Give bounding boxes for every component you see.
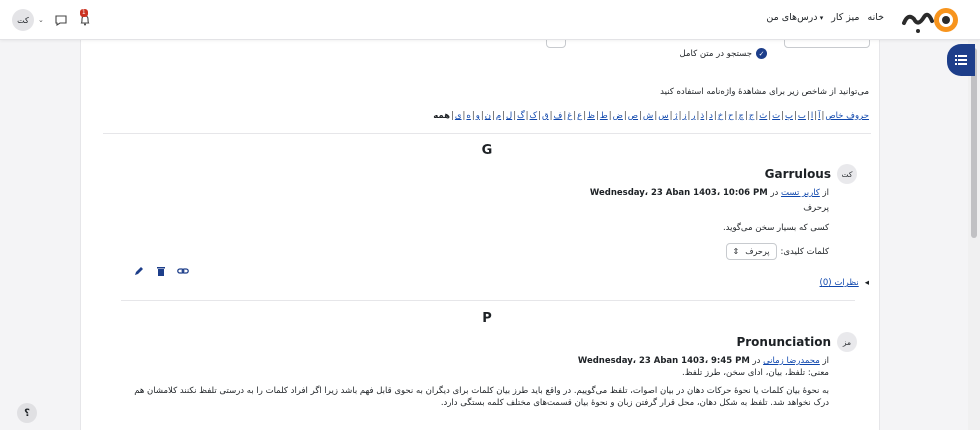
letter-link[interactable]: ن — [484, 111, 491, 121]
letter-link[interactable]: ا — [810, 111, 814, 121]
letter-link[interactable]: غ — [567, 111, 573, 121]
entry-definition: کسی که بسیار سخن می‌گوید. — [722, 223, 829, 233]
checkmark-icon[interactable]: ✓ — [756, 48, 767, 59]
letter-link[interactable]: خ — [717, 111, 724, 121]
glossary-entry-pronunciation — [115, 332, 855, 408]
letter-separator: | — [538, 111, 542, 121]
link-icon — [177, 266, 189, 276]
glossary-entry-garrulous — [135, 164, 855, 260]
letter-link[interactable]: ز — [682, 111, 687, 121]
letter-separator: | — [705, 111, 709, 121]
letter-link[interactable]: ت — [772, 111, 781, 121]
letter-separator: | — [639, 111, 642, 121]
entry-actions — [133, 265, 189, 277]
letter-link[interactable]: ل — [506, 111, 513, 121]
letter-separator: | — [462, 111, 466, 121]
letter-separator: | — [608, 111, 612, 121]
page-scrollbar[interactable] — [968, 40, 980, 430]
caret-left-icon: ◂ — [864, 278, 869, 288]
browse-instruction: می‌توانید از شاخص زیر برای مشاهدهٔ واژه‌نامه استفاده کنید — [660, 87, 869, 97]
letter-special[interactable]: حروف خاص — [825, 111, 869, 121]
entry-byline: از محمدرضا زمانی در Wednesday، 23 Aban 1403، 9:45 PM — [577, 356, 829, 366]
sort-arrows-icon: ⇕ — [732, 247, 740, 256]
letter-separator: | — [471, 111, 475, 121]
letter-link[interactable]: گ — [517, 111, 525, 121]
letter-separator: | — [669, 111, 673, 121]
list-icon — [955, 55, 967, 65]
letter-link[interactable]: ی — [454, 111, 462, 121]
letter-separator: | — [821, 111, 825, 121]
letter-link[interactable]: ث — [759, 111, 768, 121]
letter-link[interactable]: چ — [738, 111, 744, 121]
letter-separator: | — [768, 111, 772, 121]
divider — [121, 300, 855, 301]
open-drawer-button[interactable] — [947, 44, 975, 76]
letter-separator: | — [491, 111, 495, 121]
letter-separator: | — [724, 111, 728, 121]
messages-button[interactable] — [54, 13, 68, 27]
letter-link[interactable]: ب — [797, 111, 806, 121]
user-menu-button[interactable] — [12, 9, 44, 31]
letter-separator: | — [623, 111, 627, 121]
letter-separator: | — [573, 111, 577, 121]
letter-separator: | — [563, 111, 567, 121]
glossary-card — [80, 40, 880, 430]
top-navbar — [0, 0, 980, 40]
author-avatar[interactable]: مز — [837, 332, 857, 352]
letter-all[interactable]: همه — [433, 111, 450, 121]
letter-separator: | — [549, 111, 553, 121]
letter-link[interactable]: ض — [612, 111, 623, 121]
nav-my-courses[interactable]: درس‌های من ▾ — [766, 12, 823, 23]
fulltext-label: جستجو در متن کامل — [679, 48, 752, 59]
keywords-label: کلمات کلیدی: — [780, 246, 829, 257]
user-area — [12, 9, 92, 31]
entry-term: Pronunciation — [736, 335, 831, 349]
letter-link[interactable]: ک — [529, 111, 538, 121]
entry-byline: از کاربر تست در Wednesday، 23 Aban 1403، 10:06 PM — [589, 188, 829, 198]
edit-button[interactable] — [133, 265, 145, 277]
letter-index — [433, 111, 869, 121]
letter-link[interactable]: ه — [466, 111, 471, 121]
letter-separator: | — [734, 111, 738, 121]
letter-link[interactable]: ر — [691, 111, 696, 121]
entry-meaning: معنی: تلفظ، بیان، ادای سخن، طرز تلفظ. — [682, 368, 829, 378]
letter-link[interactable]: و — [475, 111, 480, 121]
letter-separator: | — [755, 111, 759, 121]
letter-separator: | — [513, 111, 517, 121]
letter-link[interactable]: ژ — [673, 111, 678, 121]
section-heading-g: G — [481, 143, 493, 158]
author-avatar[interactable]: کت — [837, 164, 857, 184]
permalink-button[interactable] — [177, 265, 189, 277]
letter-separator: | — [794, 111, 797, 121]
divider — [103, 133, 871, 134]
letter-link[interactable]: ظ — [587, 111, 595, 121]
letter-separator: | — [687, 111, 691, 121]
comments-toggle[interactable] — [820, 278, 869, 288]
entry-category: پرحرف — [803, 203, 829, 213]
comments-link[interactable]: نظرات (0) — [819, 278, 859, 288]
letter-separator: | — [480, 111, 484, 121]
keywords-row — [135, 243, 855, 260]
letter-separator: | — [806, 111, 810, 121]
letter-link[interactable]: ش — [642, 111, 654, 121]
author-link[interactable]: محمدرضا زمانی — [763, 356, 820, 366]
help-button[interactable]: ؟ — [17, 403, 37, 423]
letter-link[interactable]: ف — [553, 111, 563, 121]
letter-link[interactable]: ص — [627, 111, 639, 121]
entry-definition-line-1: به نحوهٔ بیان کلمات یا نحوهٔ حرکات دهان در بیان اصوات، تلفظ می‌گوییم. در واقع باید طرز بیان کلمات برای دیگران به نحوی قابل فهم باشد زیرا اگر افراد کلمات را به درستی تلفظ نکنند کلامشان هم — [134, 386, 829, 396]
letter-link[interactable]: پ — [785, 111, 794, 121]
keywords-select[interactable]: پرحرف ⇕ — [726, 243, 777, 260]
delete-button[interactable] — [155, 265, 167, 277]
letter-separator: | — [654, 111, 658, 121]
notifications-button[interactable] — [78, 9, 92, 27]
entry-term: Garrulous — [764, 167, 831, 181]
letter-link[interactable]: آ — [818, 111, 821, 121]
letter-separator: | — [745, 111, 748, 121]
notification-badge: 1 — [81, 9, 86, 16]
letter-separator: | — [696, 111, 700, 121]
nav-dashboard[interactable]: میز کار — [831, 12, 860, 23]
section-heading-p: P — [482, 311, 492, 326]
letter-link[interactable]: ق — [542, 111, 549, 121]
letter-separator: | — [583, 111, 587, 121]
letter-link[interactable]: د — [709, 111, 713, 121]
site-logo[interactable] — [900, 5, 960, 35]
letter-separator: | — [781, 111, 785, 121]
letter-link[interactable]: ح — [728, 111, 734, 121]
entry-date: Wednesday، 23 Aban 1403، 10:06 PM — [589, 188, 768, 198]
letter-separator: | — [678, 111, 682, 121]
fulltext-option[interactable] — [680, 48, 768, 59]
letter-separator: | — [713, 111, 717, 121]
trash-icon — [156, 266, 166, 276]
primary-nav — [766, 12, 884, 23]
letter-separator: | — [502, 111, 505, 121]
entry-definition-line-2: درک نخواهد شد. تلفظ به شکل دهان، محل قرار گرفتن زبان و نحوهٔ بیان قسمت‌های مختلف کلمه بستگی دارد. — [440, 398, 829, 408]
letter-link[interactable]: م — [495, 111, 502, 121]
letter-separator: | — [595, 111, 599, 121]
letter-link[interactable]: س — [658, 111, 669, 121]
letter-link[interactable]: ذ — [700, 111, 705, 121]
author-link[interactable]: کاربر تست — [781, 188, 820, 198]
letter-link[interactable]: ج — [748, 111, 755, 121]
pencil-icon — [134, 266, 144, 276]
chevron-down-icon: ⌄ — [38, 16, 44, 24]
letter-separator: | — [451, 111, 454, 121]
message-icon — [54, 13, 68, 27]
letter-separator: | — [814, 111, 818, 121]
entry-date: Wednesday، 23 Aban 1403، 9:45 PM — [577, 356, 750, 366]
nav-home[interactable]: خانه — [867, 12, 884, 23]
scrollbar-thumb[interactable] — [971, 48, 977, 238]
avatar: کت — [12, 9, 34, 31]
letter-link[interactable]: ط — [599, 111, 608, 121]
letter-link[interactable]: ع — [577, 111, 583, 121]
letter-separator: | — [525, 111, 529, 121]
